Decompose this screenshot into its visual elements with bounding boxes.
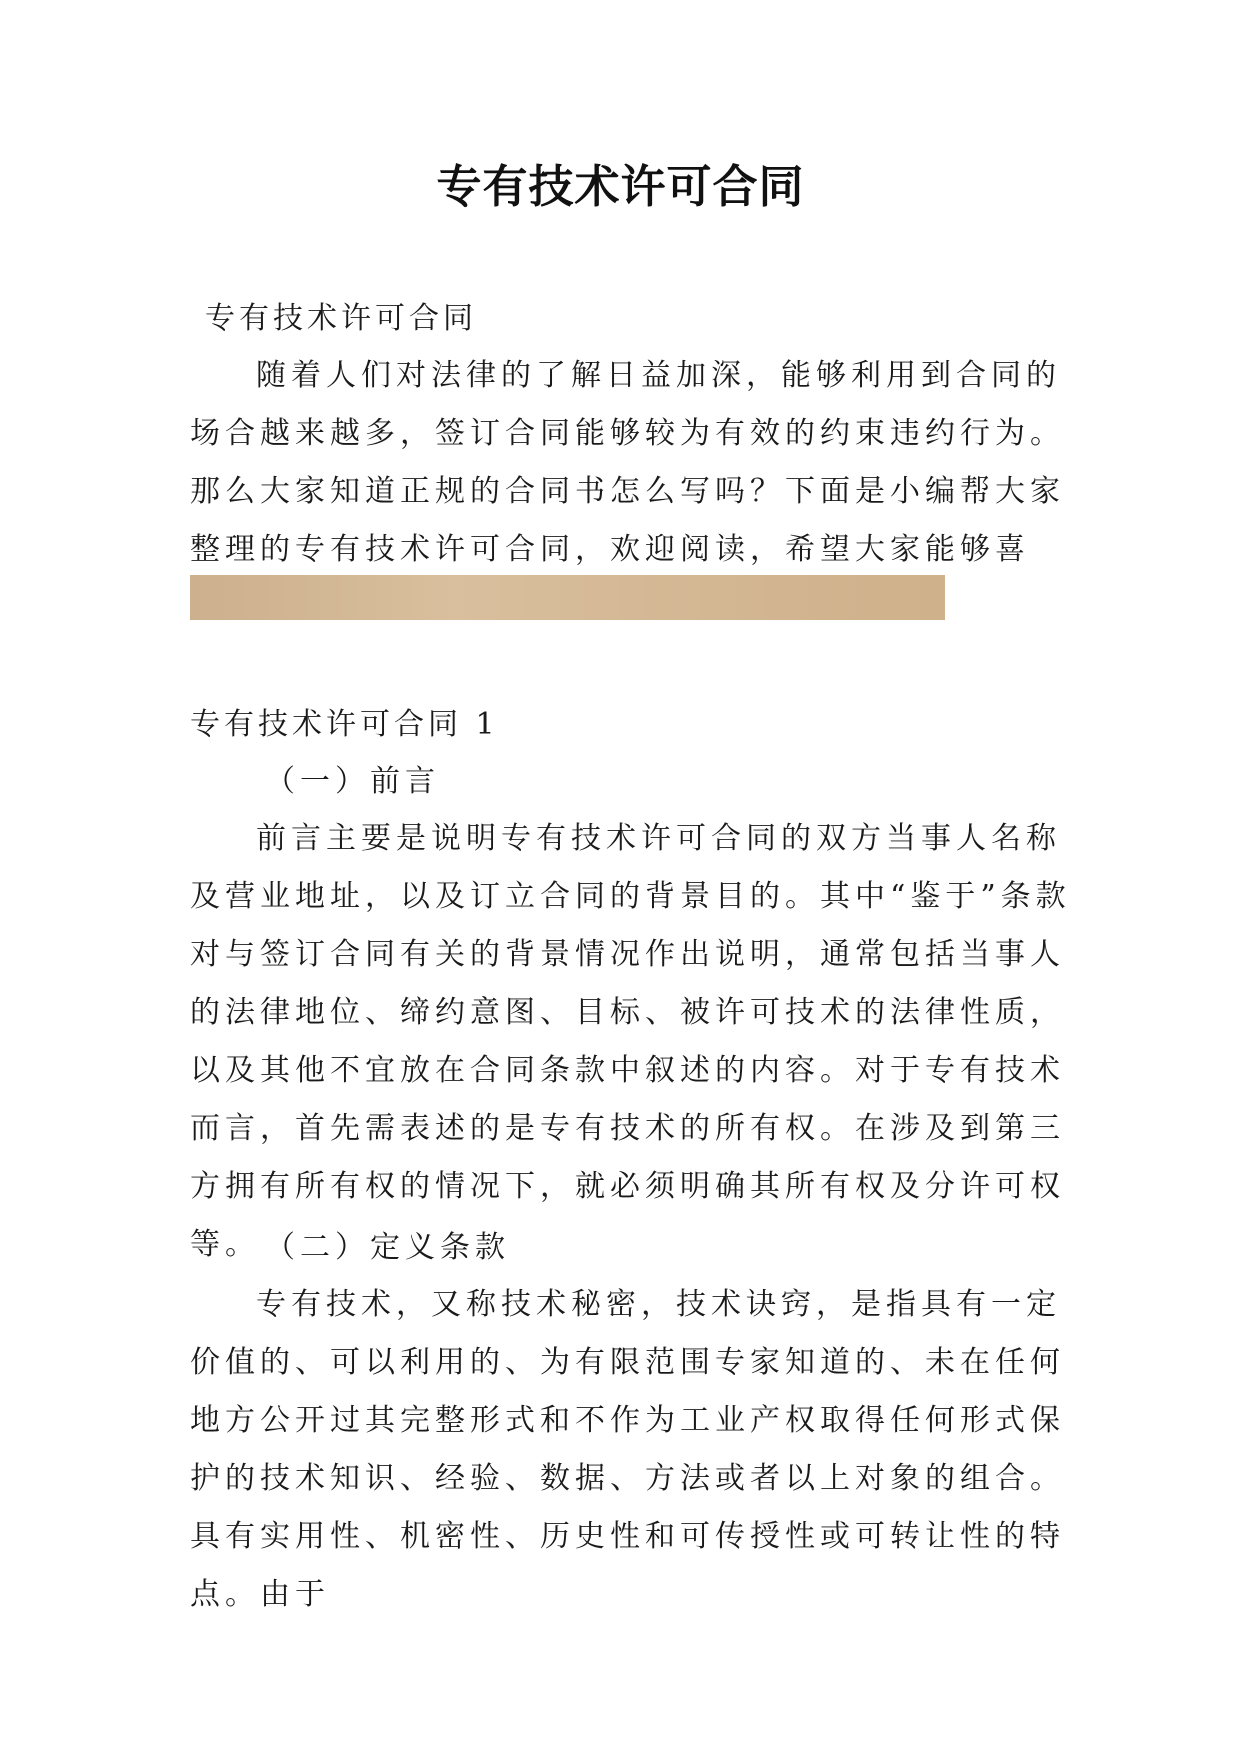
intro-paragraph: 随着人们对法律的了解日益加深，能够利用到合同的场合越来越多，签订合同能够较为有效的约束违约行为。那么大家知道正规的合同书怎么写吗？下面是小编帮大家整理的专有技术许可合同，欢迎阅读，希望大家能够喜 xyxy=(190,358,1065,567)
document-subtitle: 专有技术许可合同 xyxy=(205,301,477,336)
paragraph-definitions: 专有技术，又称技术秘密，技术诀窍，是指具有一定价值的、可以利用的、为有限范围专家知道的、未在任何地方公开过其完整形式和不作为工业产权取得任何形式保护的技术知识、经验、数据、方法或者以上对象的组合。具有实用性、机密性、历史性和可传授性或可转让性的特点。由于 xyxy=(190,1287,1065,1612)
decorative-banner xyxy=(190,575,945,620)
paragraph-preface: 前言主要是说明专有技术许可合同的双方当事人名称及营业地址，以及订立合同的背景目的。其中“鉴于”条款对与签订合同有关的背景情况作出说明，通常包括当事人的法律地位、缔约意图、目标、被许可技术的法律性质，以及其他不宜放在合同条款中叙述的内容。对于专有技术而言，首先需表述的是专有技术的所有权。在涉及到第三方拥有所有权的情况下，就必须明确其所有权及分许可权等。 xyxy=(190,821,1071,1262)
heading-preface: （一）前言 xyxy=(265,764,440,799)
document-title: 专有技术许可合同 xyxy=(436,160,805,213)
section-title: 专有技术许可合同 1 xyxy=(190,707,499,742)
heading-definitions: （二）定义条款 xyxy=(265,1230,510,1265)
